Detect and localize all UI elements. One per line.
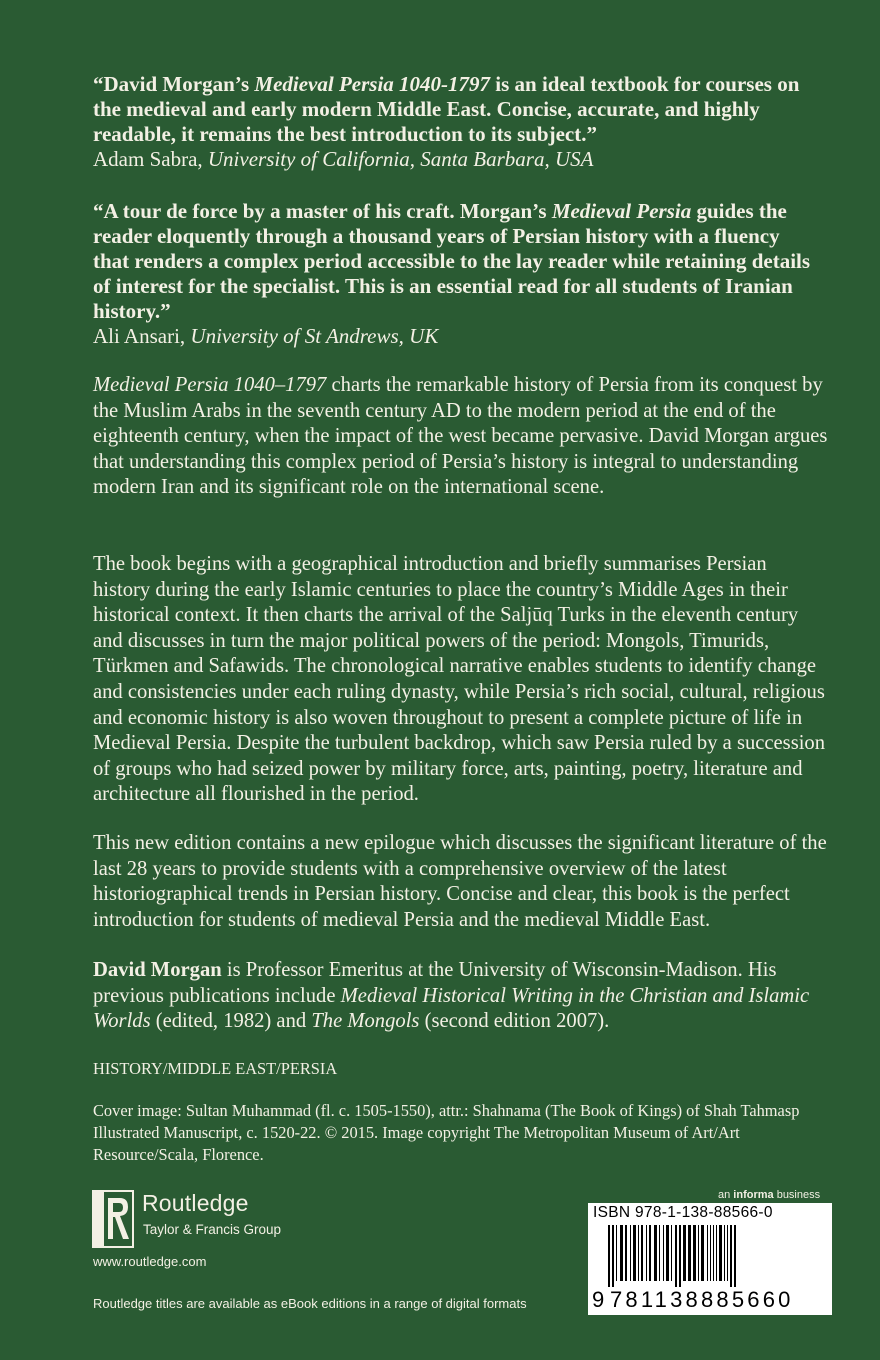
barcode-bar <box>683 1225 686 1281</box>
barcode-bar <box>716 1225 717 1281</box>
description-paragraph-3: This new edition contains a new epilogue which discusses the significant literature of the last 28 years to provide students with a comprehensive overview of the latest historiographical trends in Persian history. Concise and clear, this book is the perfect introduction for students of medieval Persia and the medieval Middle East. <box>93 832 827 931</box>
barcode-bar <box>633 1225 636 1281</box>
informa-business-note: an informa business <box>718 1189 821 1201</box>
barcode-bar <box>646 1225 647 1281</box>
barcode-bar <box>693 1225 696 1281</box>
barcode-bar <box>625 1225 627 1281</box>
barcode-bar <box>688 1225 691 1281</box>
publisher-website: www.routledge.com <box>93 1254 207 1269</box>
barcode-bar <box>649 1225 651 1281</box>
publisher-name: Routledge <box>142 1190 249 1216</box>
barcode-bar <box>730 1225 732 1287</box>
barcode-bar <box>710 1225 711 1281</box>
barcode-bar <box>724 1225 725 1281</box>
barcode-bars <box>606 1225 824 1287</box>
barcode-bar <box>727 1225 728 1281</box>
barcode-bar <box>659 1225 660 1281</box>
barcode-bar <box>641 1225 643 1281</box>
barcode-bar <box>616 1225 617 1281</box>
cover-image-credit: Cover image: Sultan Muhammad (fl. c. 1505-1550), attr.: Shahnama (The Book of Kings) of Shah Tahmasp Illustrated Manuscript, c. 1520-22. © 2015. Image copyright The Metropolitan Museum of Art/Art Resource/Scala, Florence. <box>93 1101 800 1164</box>
barcode-bar <box>630 1225 631 1281</box>
routledge-r-icon <box>92 1190 134 1248</box>
isbn-label: ISBN 978-1-138-88566-0 <box>593 1204 773 1221</box>
barcode-bar <box>675 1225 677 1287</box>
description-paragraph-2: The book begins with a geographical introduction and briefly summarises Persian history during the early Islamic centuries to place the country’s Middle Ages in their historical context. It then charts the arrival of the Saljūq Turks in the eleventh century and discusses in turn the major political powers of the period: Mongols, Timurids, Türkmen and Safawids. The chronological narrative enables students to identify change and consistencies under each ruling dynasty, while Persia’s rich social, cultural, religious and economic history is also woven throughout to present a complete picture of life in Medieval Persia. Despite the turbulent backdrop, which saw Persia ruled by a succession of groups who had seized power by military force, arts, painting, poetry, literature and architecture all flourished in the period. <box>93 553 826 806</box>
barcode-bar <box>654 1225 657 1281</box>
barcode-digits: 781138885660 <box>610 1287 794 1312</box>
barcode-bar <box>666 1225 669 1281</box>
description-paragraph-1: Medieval Persia 1040–1797 charts the remarkable history of Persia from its conquest by the Muslim Arabs in the seventh century AD to the modern period at the end of the eighteenth century, when the impact of the west became pervasive. David Morgan argues that understanding this complex period of Persia’s history is integral to understanding modern Iran and its significant role on the international scene. <box>93 374 828 499</box>
isbn-barcode <box>588 1203 832 1315</box>
review-attribution-1: Adam Sabra, University of California, Santa Barbara, USA <box>93 147 594 171</box>
barcode-bar <box>719 1225 722 1281</box>
review-quote-1: “David Morgan’s Medieval Persia 1040-1797 is an ideal textbook for courses on the medieval and early modern Middle East. Concise, accurate, and highly readable, it remains the best introduction to its subject.” Adam Sabra, University of California, Santa Barbara, USA <box>93 72 800 171</box>
publisher-logo <box>92 1190 292 1250</box>
review-attribution-2: Ali Ansari, University of St Andrews, UK <box>93 324 439 348</box>
barcode-bar <box>663 1225 664 1281</box>
barcode-first-digit: 9 <box>592 1287 605 1312</box>
barcode-bar <box>707 1225 708 1281</box>
barcode-bar <box>734 1225 736 1287</box>
barcode-bar <box>671 1225 672 1281</box>
review-quote-2: “A tour de force by a master of his craft. Morgan’s Medieval Persia guides the reader eloquently through a thousand years of Persian history with a fluency that renders a complex period accessible to the lay reader while retaining details of interest for the specialist. This is an essential read for all students of Iranian history.” Ali Ansari, University of St Andrews, UK <box>93 199 811 348</box>
barcode-bar <box>679 1225 681 1287</box>
subject-category: HISTORY/MIDDLE EAST/PERSIA <box>93 1059 338 1078</box>
author-bio: David Morgan is Professor Emeritus at the University of Wisconsin-Madison. His previous publications include Medieval Historical Writing in the Christian and Islamic Worlds (edited, 1982) and The Mongols (second edition 2007). <box>93 959 810 1033</box>
barcode-bar <box>713 1225 714 1281</box>
barcode-bar <box>620 1225 623 1281</box>
publisher-subtitle: Taylor & Francis Group <box>143 1222 282 1237</box>
barcode-bar <box>638 1225 639 1281</box>
barcode-bar <box>612 1225 614 1287</box>
barcode-bar <box>608 1225 610 1287</box>
ebook-note: Routledge titles are available as eBook editions in a range of digital formats <box>93 1296 527 1311</box>
barcode-bar <box>701 1225 704 1281</box>
barcode-bar <box>698 1225 699 1281</box>
